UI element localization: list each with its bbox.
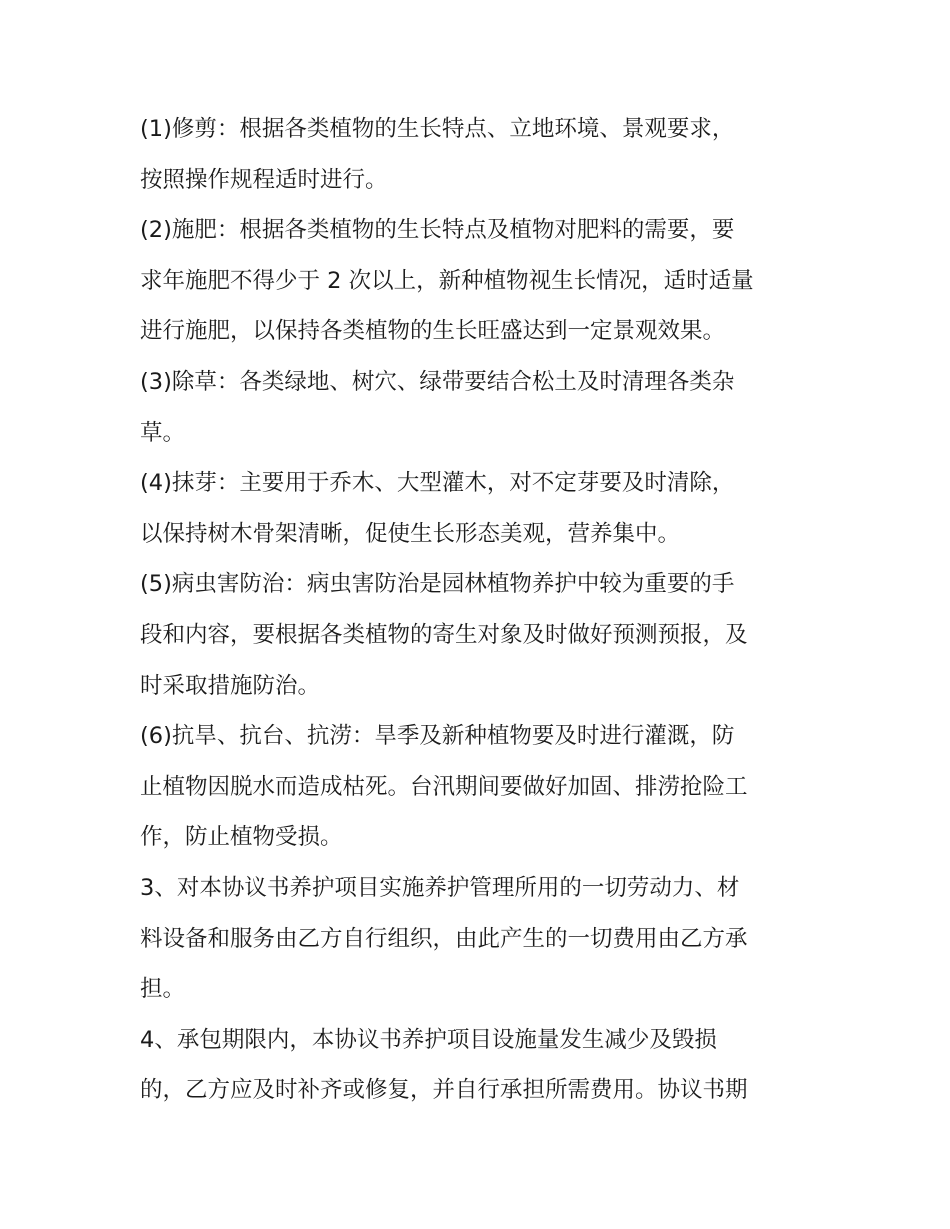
text-line: 的，乙方应及时补齐或修复，并自行承担所需费用。协议书期 [140,1077,748,1104]
text-line: 止植物因脱水而造成枯死。台汛期间要做好加固、排涝抢险工 [140,773,748,800]
text-line: 料设备和服务由乙方自行组织，由此产生的一切费用由乙方承 [140,925,748,952]
text-line: 3、对本协议书养护项目实施养护管理所用的一切劳动力、材 [140,874,740,901]
text-line: 作，防止植物受损。 [140,824,343,851]
text-line: 以保持树木骨架清晰，促使生长形态美观，营养集中。 [140,520,681,547]
text-line: 段和内容，要根据各类植物的寄生对象及时做好预测预报，及 [140,621,748,648]
text-line: (3)除草：各类绿地、树穴、绿带要结合松土及时清理各类杂 [140,368,735,395]
text-line: 时采取措施防治。 [140,672,321,699]
text-line: 进行施肥，以保持各类植物的生长旺盛达到一定景观效果。 [140,318,726,345]
document-body [140,104,820,1116]
text-line: (5)病虫害防治：病虫害防治是园林植物养护中较为重要的手 [140,571,735,598]
text-line: (4)抹芽：主要用于乔木、大型灌木，对不定芽要及时清除， [140,470,735,497]
text-line: 草。 [140,419,186,446]
text-line: 按照操作规程适时进行。 [140,166,388,193]
text-line: (6)抗旱、抗台、抗涝：旱季及新种植物要及时进行灌溉，防 [140,723,735,750]
text-line: 求年施肥不得少于 2 次以上，新种植物视生长情况，适时适量 [140,267,754,294]
text-line: 4、承包期限内，本协议书养护项目设施量发生减少及毁损 [140,1026,717,1053]
text-line: (1)修剪：根据各类植物的生长特点、立地环境、景观要求， [140,116,735,142]
text-line: (2)施肥：根据各类植物的生长特点及植物对肥料的需要，要 [140,217,735,244]
text-line: 担。 [140,976,186,1003]
